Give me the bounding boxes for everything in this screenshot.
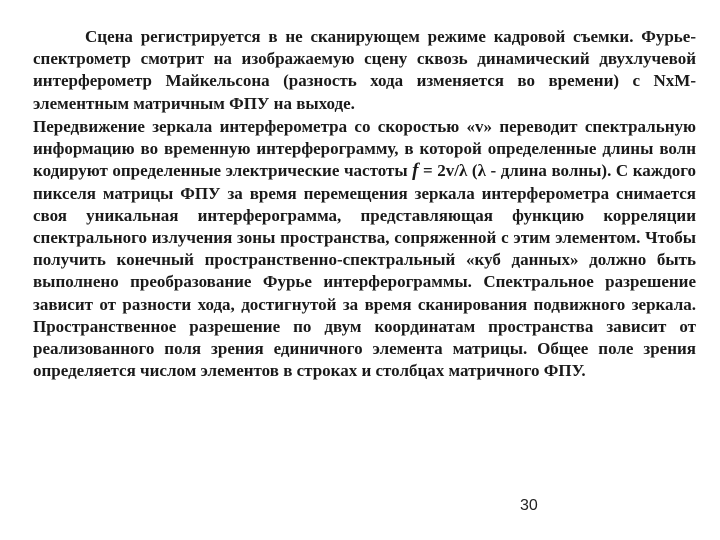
paragraph-text-after-formula: С каждого пикселя матрицы ФПУ за время перемещения зеркала интерферометра снимается своя уникальная интерферограмма, представляющая функцию корреляции спектрального излучения зоны пространства, сопряженной с этим элементом. Чтобы получить конечный пространственно-спектральный «куб данных» должно быть выполнено преобразование Фурье интерферограммы. Спектральное разрешение зависит от разности хода, достигнутой за время сканирования подвижного зеркала. Пространственное разрешение по двум координатам пространства зависит от реализованного поля зрения единичного элемента матрицы. Общее поле зрения определяется числом элементов в строках и столбцах матричного ФПУ. <box>33 161 696 381</box>
page-number: 30 <box>520 497 538 514</box>
paragraph-scene-registration: Сцена регистрируется в не сканирующем режиме кадровой съемки. Фурье-спектрометр смотрит на изображаемую сцену сквозь динамический двухлучевой интерферометр Майкельсона (разность хода изменяется во времени) с NxM-элементным матричным ФПУ на выходе. <box>33 27 696 113</box>
paragraph-text-before-formula: Передвижение зеркала интерферометра со скоростью «v» переводит спектральную информацию во временную интерферограмму, в которой определенные длины волн кодируют определенные электрические частоты <box>33 117 696 181</box>
formula-frequency-expression: = 2v/λ (λ - длина волны). <box>418 161 612 181</box>
formula-frequency-symbol: f <box>412 160 419 182</box>
paragraph-interferometer-mirror <box>33 116 696 382</box>
